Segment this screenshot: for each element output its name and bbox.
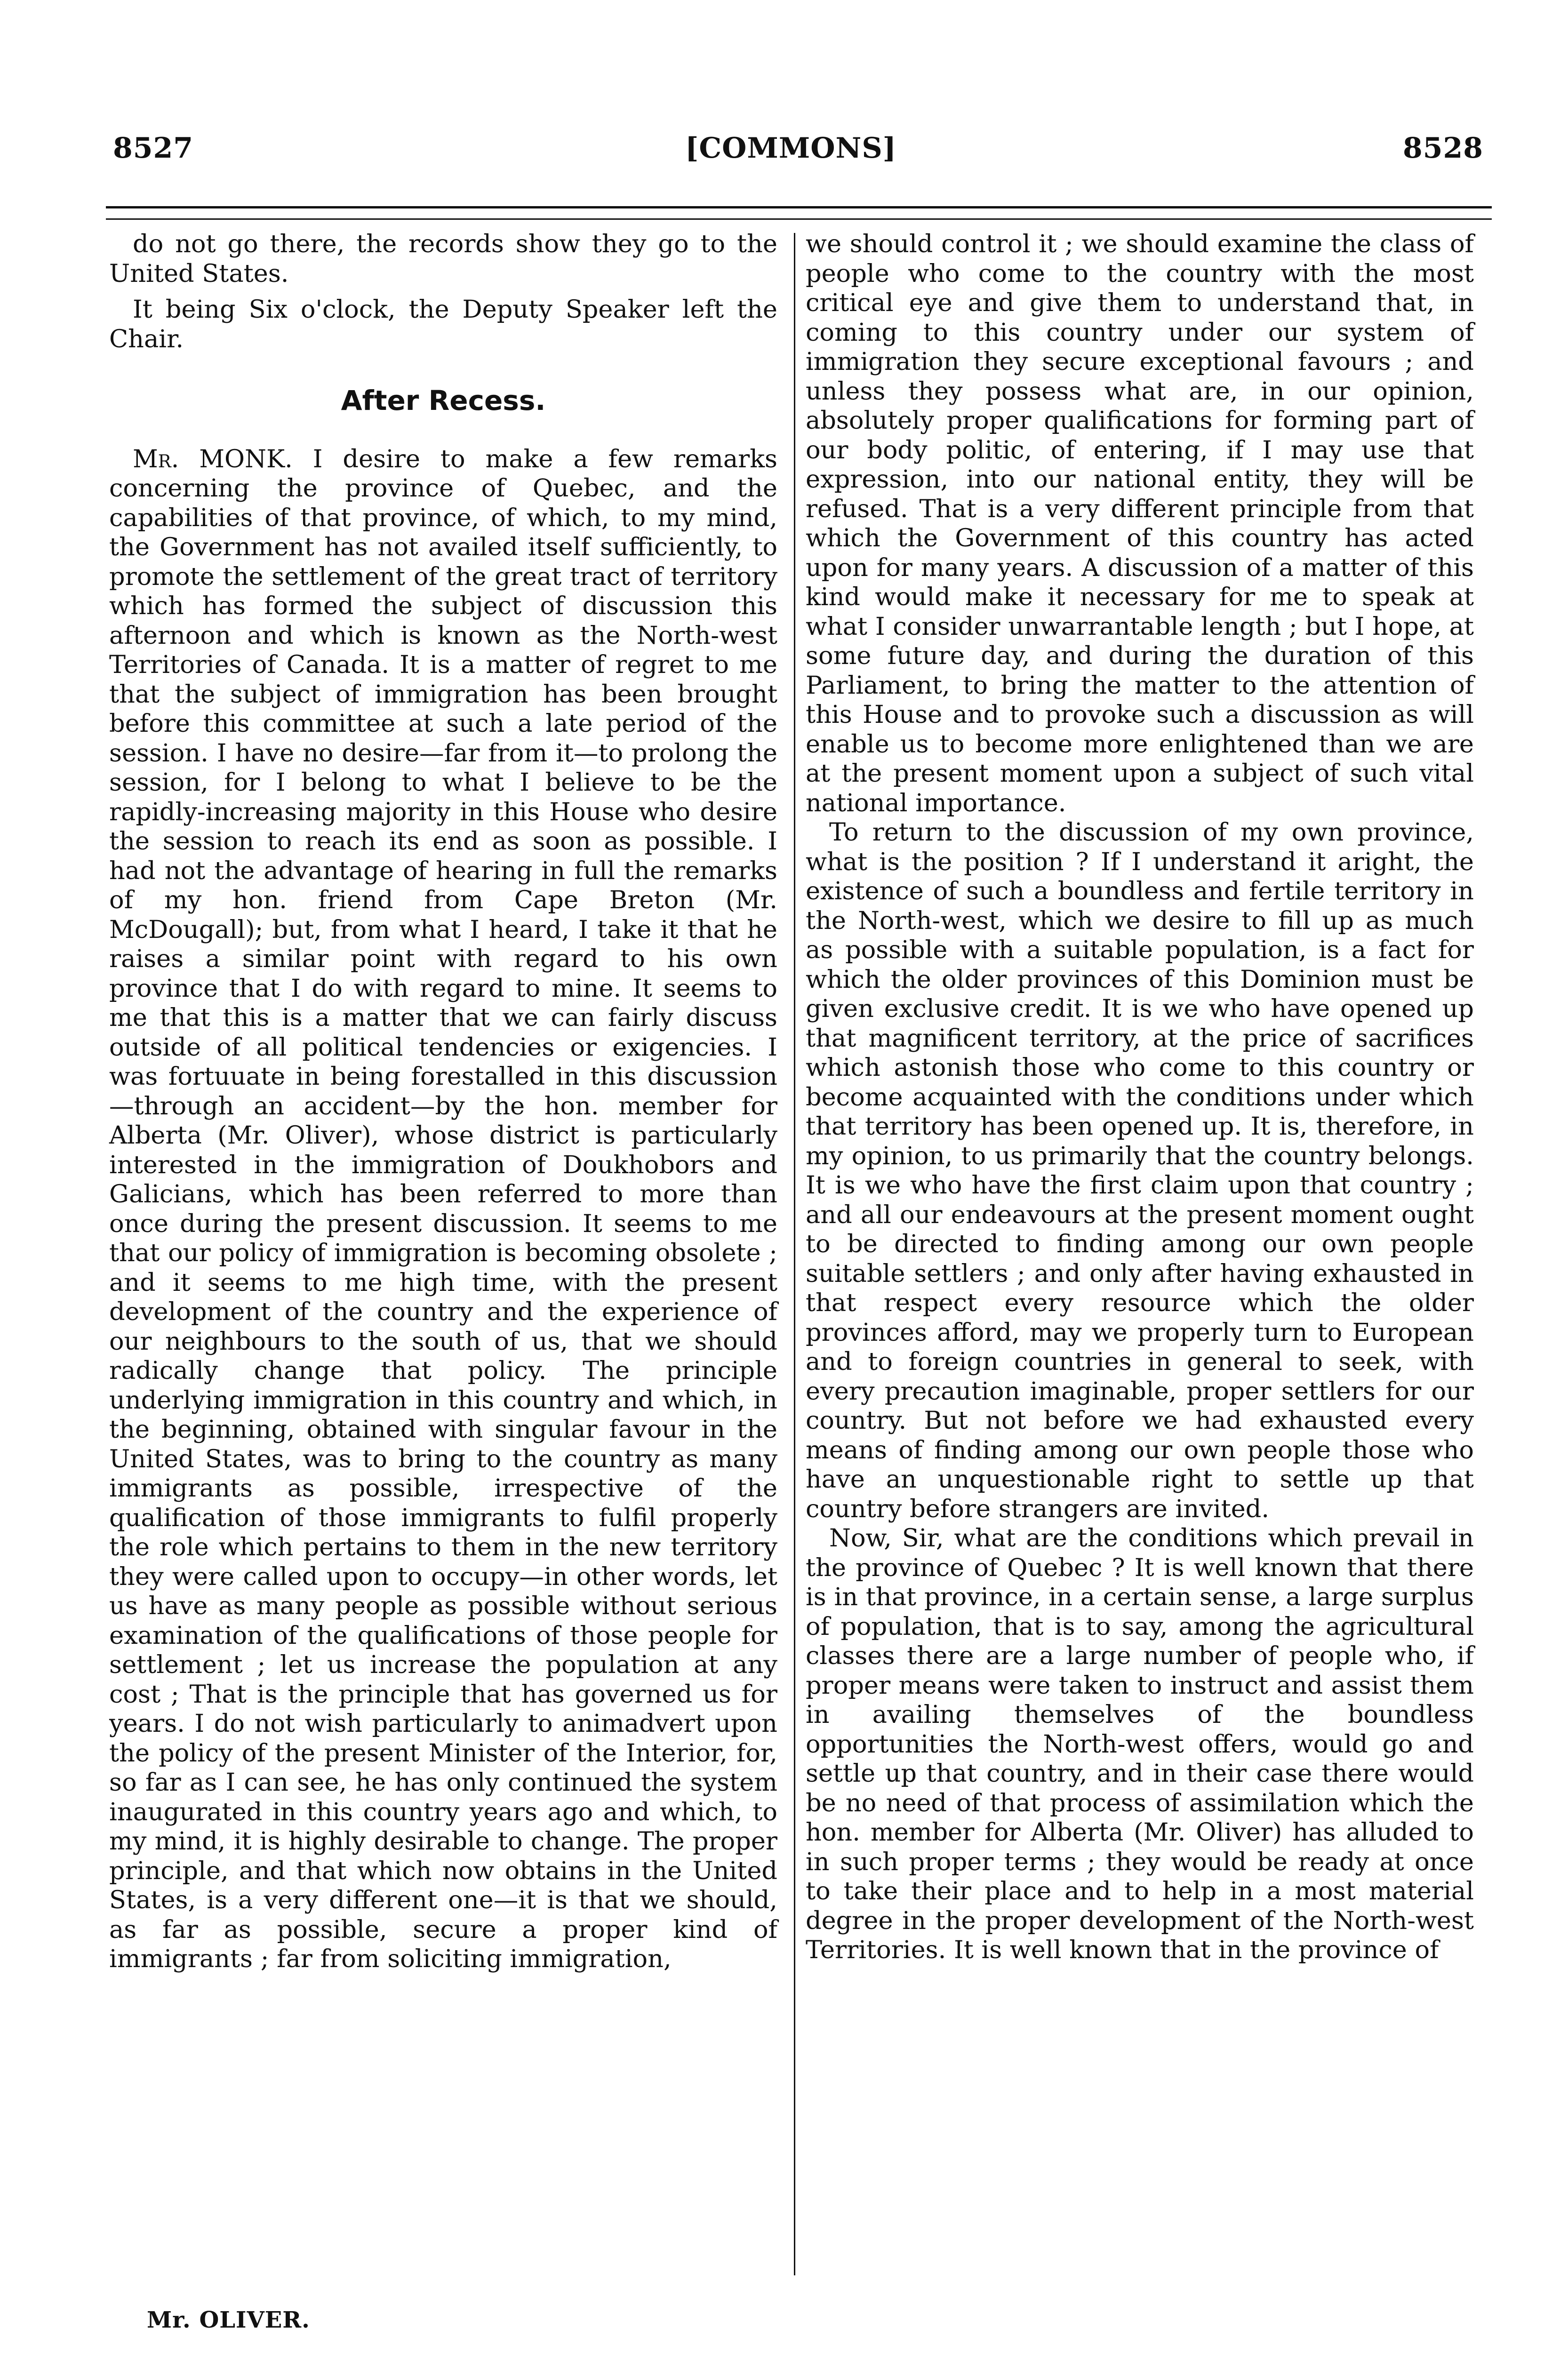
paragraph: To return to the discussion of my own province, what is the position ? If I understand it aright, the existence of such a boundless and fertile territory in the North-west, which we desire to fill up as much as possible with a suitable population, is a fact for which the older provinces of this Dominion must be given exclusive credit. It is we who have opened up that magnificent territory, at the price of sacrifices which astonish those who come to this country or become acquainted with the conditions under which that territory has been opened up. It is, therefore, in my opinion, to us primarily that the country belongs. It is we who have the first claim upon that country ; and all our endeavours at the present moment ought to be directed to finding among our own people suitable settlers ; and only after having exhausted in that respect every resource which the older provinces afford, may we properly turn to European and to foreign countries in general to seek, with every precaution imaginable, proper settlers for our country. But not before we had exhausted every means of finding among our own people those who have an unquestionable right to settle up that country before strangers are invited. xyxy=(806,818,1474,1523)
header-rule-thick xyxy=(106,206,1492,208)
page-number-left: 8527 xyxy=(113,132,193,165)
running-head: [COMMONS] xyxy=(685,132,897,165)
section-heading: After Recess. xyxy=(341,384,546,416)
speech-text: I desire to make a few remarks concerning the province of Quebec, and the capabilities of that province, of which, to my mind, the Government has not availed itself sufficiently, to promote the settlement of the great tract of territory which has formed the subject of discussion this afternoon and which is known as the North-west Territories of Canada. It is a matter of regret to me that the subject of immigration has been brought before this committee at such a late period of the session. I have no desire—far from it—to prolong the session, for I belong to what I believe to be the rapidly-increasing majority in this House who desire the session to reach its end as soon as possible. I had not the advantage of hearing in full the remarks of my hon. friend from Cape Breton (Mr. McDougall); but, from what I heard, I take it that he raises a similar point with regard to his own province that I do with regard to mine. It seems to me that this is a matter that we can fairly discuss outside of all political tendencies or exigencies. I was fortuuate in being forestalled in this discussion—through an accident—by the hon. member for Alberta (Mr. Oliver), whose district is particularly interested in the immigration of Doukhobors and Galicians, which has been referred to more than once during the present discussion. It seems to me that our policy of immigration is becoming obsolete ; and it seems to me high time, with the present development of the country and the experience of our neighbours to the south of us, that we should radically change that policy. The principle underlying immigration in this country and which, in the beginning, obtained with singular favour in the United States, was to bring to the country as many immigrants as possible, irrespective of the qualification of those immigrants to fulfil properly the role which pertains to them in the new territory they were called upon to occupy—in other words, let us have as many people as possible without serious examination of the qualifications of those people for settlement ; let us increase the population at any cost ; That is the principle that has governed us for years. I do not wish particularly to animadvert upon the policy of the present Minister of the Interior, for, so far as I can see, he has only continued the system inaugurated in this country years ago and which, to my mind, it is highly desirable to change. The proper principle, and that which now obtains in the United States, is a very different one—it is that we should, as far as possible, secure a proper kind of immigrants ; far from soliciting immigration, xyxy=(109,444,777,1973)
footer-catchword: Mr. OLIVER. xyxy=(147,2307,310,2333)
paragraph: we should control it ; we should examine the class of people who come to the country with the most critical eye and give them to understand that, in coming to this country under our system of immigration they secure exceptional favours ; and unless they possess what are, in our opinion, absolutely proper qualifications for forming part of our body politic, of entering, if I may use that expression, into our national entity, they will be refused. That is a very different principle from that which the Government of this country has acted upon for many years. A discussion of a matter of this kind would make it necessary for me to speak at what I consider unwarrantable length ; but I hope, at some future day, and during the duration of this Parliament, to bring the matter to the attention of this House and to provoke such a discussion as will enable us to become more enlightened than we are at the present moment upon a subject of such vital national importance. xyxy=(806,230,1474,817)
column-divider xyxy=(794,233,795,2275)
header-rule-thin xyxy=(106,218,1492,220)
page-number-right: 8528 xyxy=(1403,132,1483,165)
paragraph: do not go there, the records show they go to the United States. xyxy=(109,230,777,288)
right-column xyxy=(806,230,1474,1965)
paragraph xyxy=(109,445,777,1974)
paragraph: Now, Sir, what are the conditions which prevail in the province of Quebec ? It is well known that there is in that province, in a certain sense, a large surplus of population, that is to say, among the agricultural classes there are a large number of people who, if proper means were taken to instruct and assist them in availing themselves of the boundless opportunities the North-west offers, would go and settle up that country, and in their case there would be no need of that process of assimilation which the hon. member for Alberta (Mr. Oliver) has alluded to in such proper terms ; they would be ready at once to take their place and to help in a most material degree in the proper development of the North-west Territories. It is well known that in the province of xyxy=(806,1524,1474,1964)
speaker-name: Mr. MONK. xyxy=(133,444,293,473)
paragraph: It being Six o'clock, the Deputy Speaker left the Chair. xyxy=(109,295,777,353)
left-column xyxy=(109,230,777,1974)
